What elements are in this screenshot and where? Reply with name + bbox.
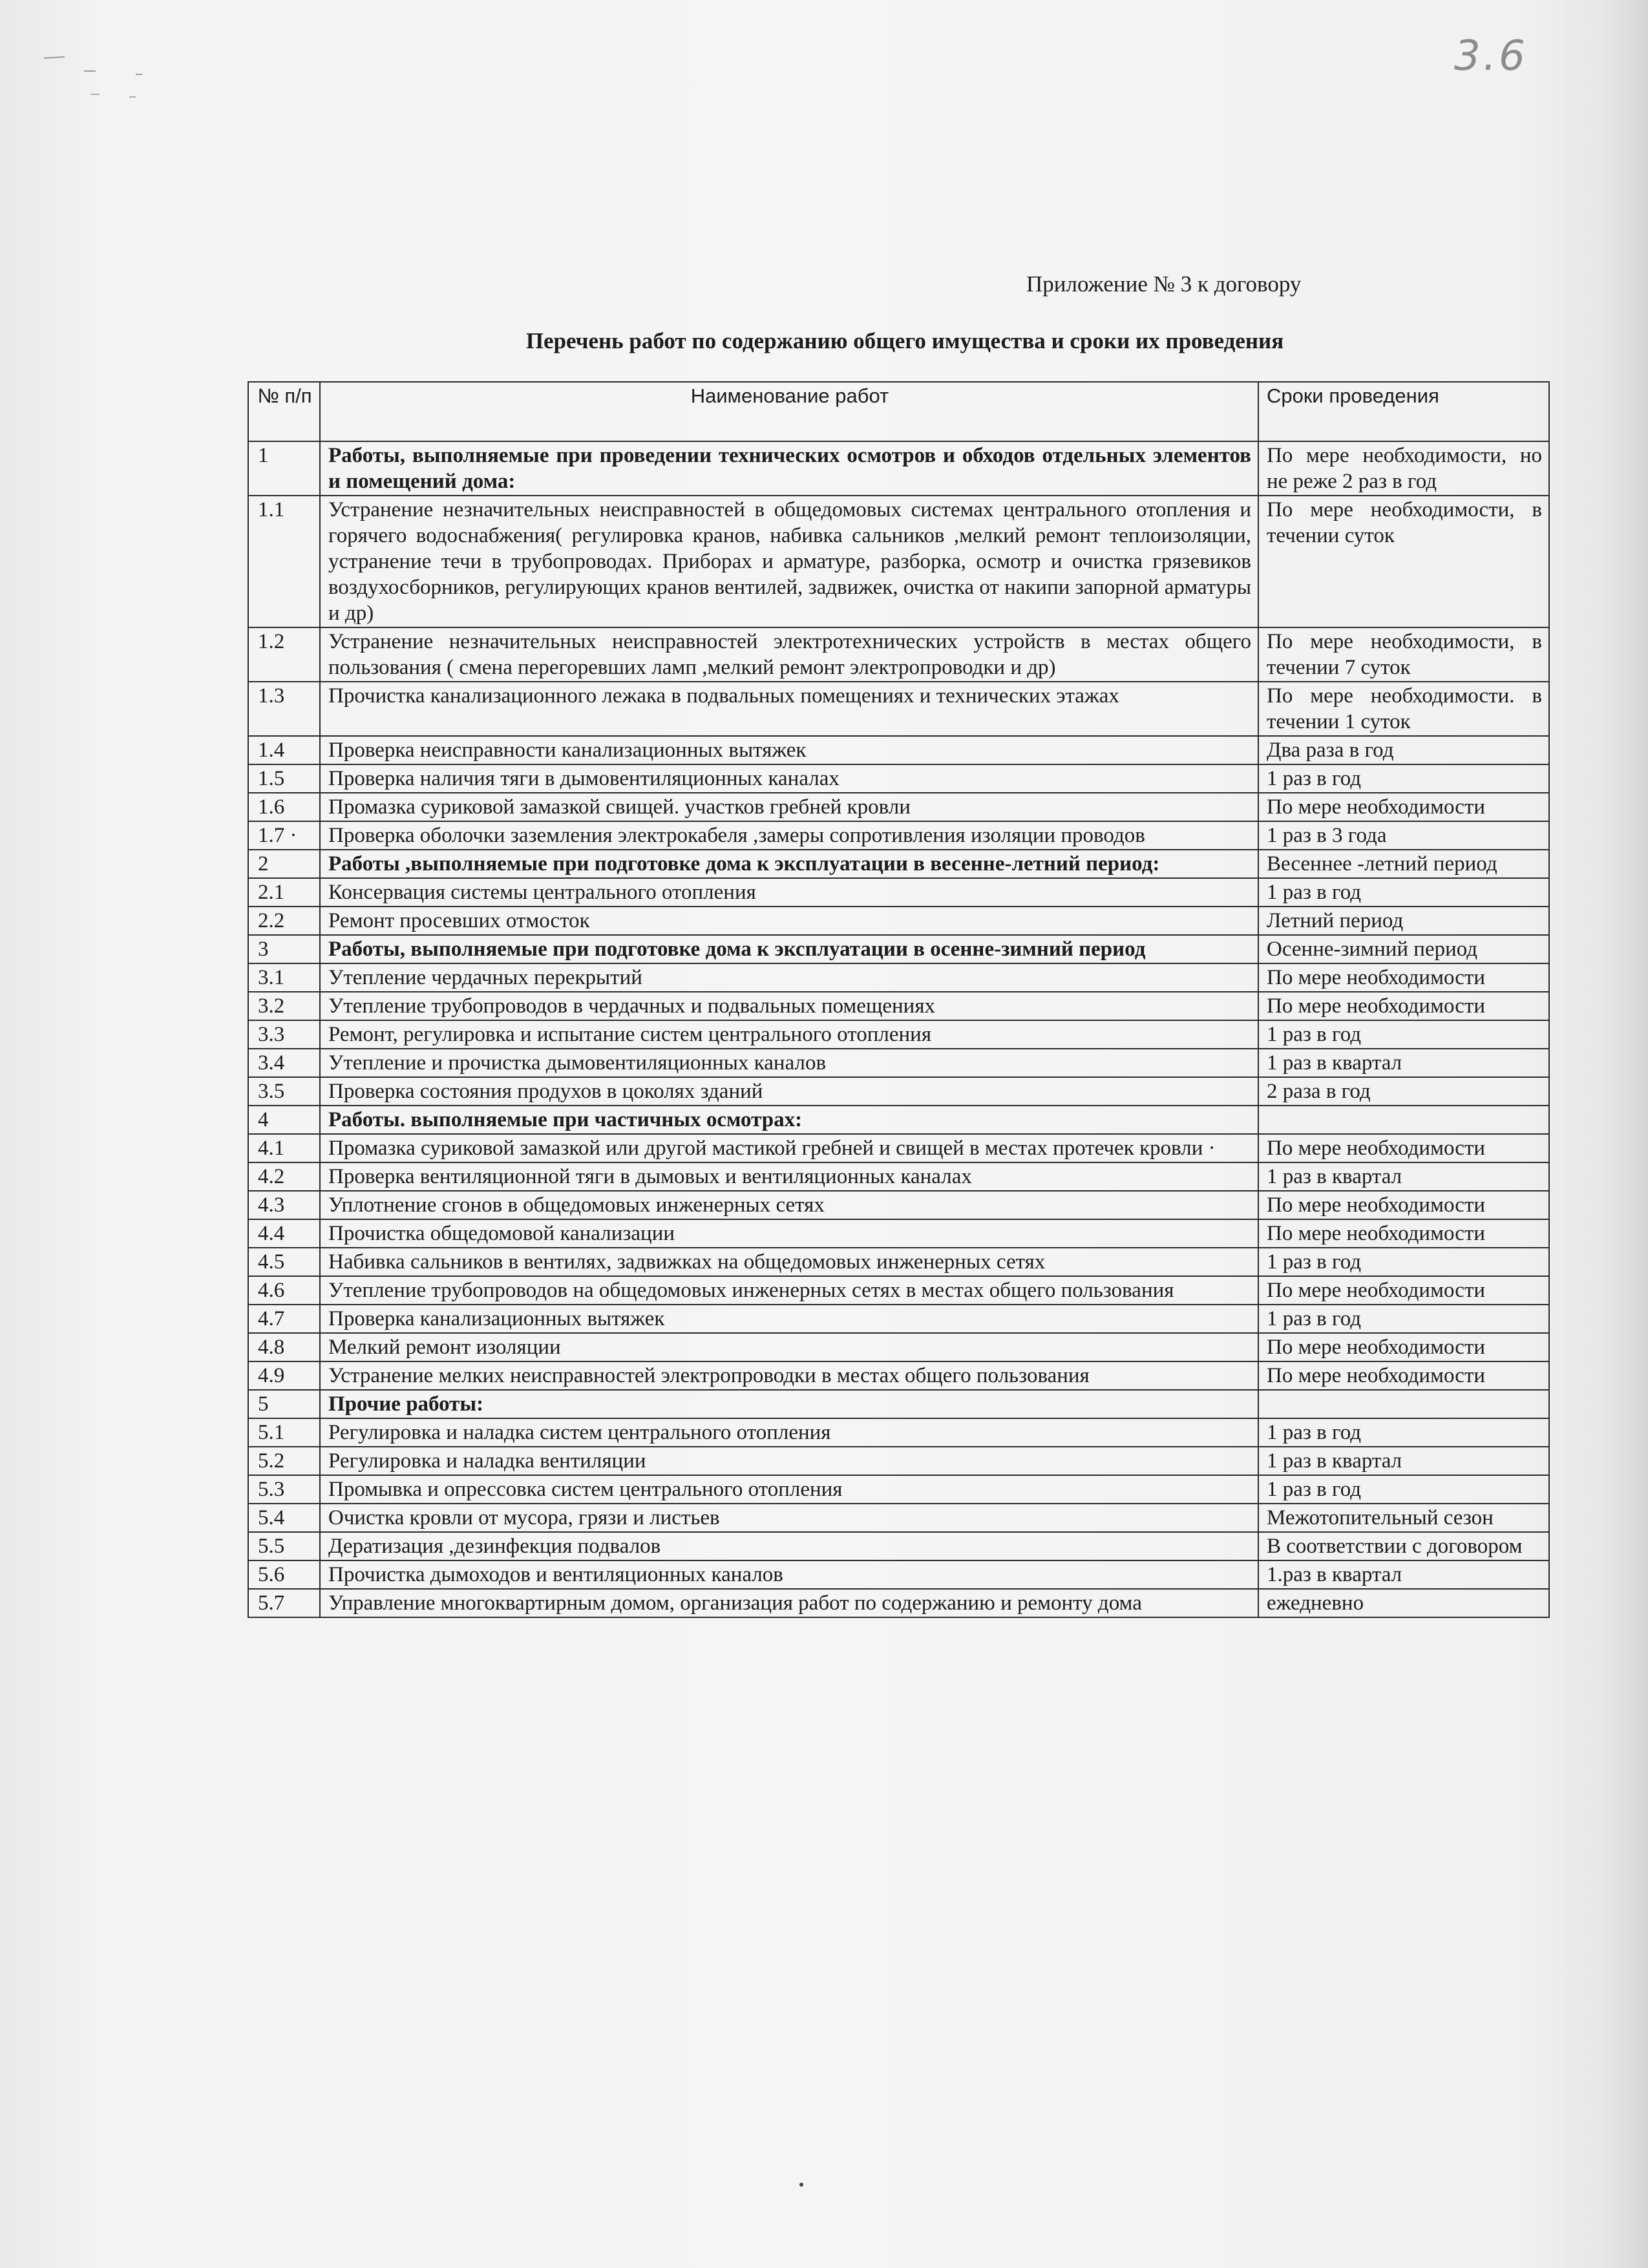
work-name: Проверка канализационных вытяжек [320,1305,1258,1333]
row-number: 4.1 [248,1134,320,1162]
work-name: Утепление и прочистка дымовентиляционных каналов [320,1049,1258,1077]
table-row [248,1305,1549,1333]
table-row [248,963,1549,992]
work-term [1258,1106,1549,1134]
work-term: По мере необходимости, но не реже 2 раз в год [1258,441,1549,496]
table-row [248,1134,1549,1162]
work-name: Прочистка общедомовой канализации [320,1219,1258,1248]
work-term: Осенне-зимний период [1258,935,1549,963]
header-num: № п/п [248,382,320,441]
work-name: Консервация системы центрального отопления [320,878,1258,907]
work-term: 1 раз в год [1258,764,1549,793]
work-name: Работы ,выполняемые при подготовке дома к эксплуатации в весенне-летний период: [320,850,1258,878]
work-name: Утепление чердачных перекрытий [320,963,1258,992]
table-row [248,627,1549,682]
row-number: 5.7 [248,1589,320,1617]
row-number: 2.2 [248,907,320,935]
table-row [248,1390,1549,1418]
work-name: Утепление трубопроводов на общедомовых инженерных сетях в местах общего пользования [320,1276,1258,1305]
row-number: 2 [248,850,320,878]
document-title: Перечень работ по содержанию общего имущества и сроки их проведения [525,328,1284,353]
row-number: 5.6 [248,1560,320,1589]
table-row [248,1532,1549,1560]
row-number: 3.5 [248,1077,320,1106]
work-term: По мере необходимости. в течении 1 суток [1258,682,1549,736]
row-number: 5 [248,1390,320,1418]
table-row [248,821,1549,850]
row-number: 1.7 · [248,821,320,850]
works-table [248,381,1550,1618]
work-term: 1 раз в год [1258,1020,1549,1049]
table-row [248,935,1549,963]
work-term: По мере необходимости [1258,1276,1549,1305]
row-number: 2.1 [248,878,320,907]
table-body [248,441,1549,1617]
work-name: Работы, выполняемые при проведении технических осмотров и обходов отдельных элементов и помещений дома: [320,441,1258,496]
work-name: Прочие работы: [320,1390,1258,1418]
table-row [248,1248,1549,1276]
work-name: Проверка неисправности канализационных вытяжек [320,736,1258,764]
table-row [248,992,1549,1020]
table-row [248,764,1549,793]
header-term: Сроки проведения [1258,382,1549,441]
table-row [248,878,1549,907]
work-name: Промазка суриковой замазкой свищей. участков гребней кровли [320,793,1258,821]
work-term: По мере необходимости [1258,1191,1549,1219]
work-term: По мере необходимости [1258,1333,1549,1361]
work-name: Работы, выполняемые при подготовке дома к эксплуатации в осенне-зимний период [320,935,1258,963]
row-number: 4.5 [248,1248,320,1276]
table-row [248,793,1549,821]
work-term: По мере необходимости, в течении 7 суток [1258,627,1549,682]
row-number: 4.9 [248,1361,320,1390]
row-number: 5.5 [248,1532,320,1560]
work-name: Работы. выполняемые при частичных осмотрах: [320,1106,1258,1134]
work-name: Мелкий ремонт изоляции [320,1333,1258,1361]
row-number: 3 [248,935,320,963]
row-number: 5.2 [248,1447,320,1475]
work-name: Ремонт просевших отмосток [320,907,1258,935]
table-row [248,1447,1549,1475]
table-row [248,1219,1549,1248]
work-name: Дератизация ,дезинфекция подвалов [320,1532,1258,1560]
work-name: Устранение незначительных неисправностей в общедомовых системах центрального отопления и горячего водоснабжения( регулировка кранов, набивка сальников ,мелкий ремонт теплоизоляции, устранение течи в трубопроводах. Приборах и арматуре, разборка, осмотр и очистка грязевиков воздухосборников, регулирующих кранов вентилей, задвижек, очистка от накипи запорной арматуры и др) [320,496,1258,627]
row-number: 1.1 [248,496,320,627]
row-number: 3.3 [248,1020,320,1049]
row-number: 5.4 [248,1504,320,1532]
work-term: По мере необходимости, в течении суток [1258,496,1549,627]
table-row [248,1475,1549,1504]
row-number: 1.5 [248,764,320,793]
work-name: Ремонт, регулировка и испытание систем центрального отопления [320,1020,1258,1049]
row-number: 5.3 [248,1475,320,1504]
table-row [248,1020,1549,1049]
work-name: Уплотнение сгонов в общедомовых инженерных сетях [320,1191,1258,1219]
work-term: 1 раз в год [1258,1305,1549,1333]
work-term: По мере необходимости [1258,963,1549,992]
work-term: Два раза в год [1258,736,1549,764]
row-number: 1.4 [248,736,320,764]
row-number: 3.1 [248,963,320,992]
scan-edge-shadow [1603,0,1648,2268]
work-name: Утепление трубопроводов в чердачных и подвальных помещениях [320,992,1258,1020]
work-name: Устранение мелких неисправностей электропроводки в местах общего пользования [320,1361,1258,1390]
work-term: Межотопительный сезон [1258,1504,1549,1532]
table-row [248,1276,1549,1305]
work-term: Весеннее -летний период [1258,850,1549,878]
table-row [248,1361,1549,1390]
table-row [248,1049,1549,1077]
work-name: Промывка и опрессовка систем центрального отопления [320,1475,1258,1504]
work-term: 1 раз в квартал [1258,1447,1549,1475]
work-name: Проверка наличия тяги в дымовентиляционных каналах [320,764,1258,793]
work-term: 1 раз в год [1258,1475,1549,1504]
work-term: По мере необходимости [1258,1134,1549,1162]
row-number: 4.2 [248,1162,320,1191]
table-row [248,850,1549,878]
table-row [248,1106,1549,1134]
work-term [1258,1390,1549,1418]
work-name: Прочистка канализационного лежака в подвальных помещениях и технических этажах [320,682,1258,736]
work-name: Проверка вентиляционной тяги в дымовых и вентиляционных каналах [320,1162,1258,1191]
row-number: 1 [248,441,320,496]
work-term: 2 раза в год [1258,1077,1549,1106]
row-number: 1.3 [248,682,320,736]
row-number: 4.7 [248,1305,320,1333]
row-number: 3.2 [248,992,320,1020]
row-number: 1.2 [248,627,320,682]
work-term: 1 раз в квартал [1258,1162,1549,1191]
table-row [248,1333,1549,1361]
annex-caption: Приложение № 3 к договору [1026,271,1302,297]
work-term: По мере необходимости [1258,1361,1549,1390]
work-term: 1 раз в квартал [1258,1049,1549,1077]
work-term: Летний период [1258,907,1549,935]
row-number: 4.4 [248,1219,320,1248]
work-term: 1.раз в квартал [1258,1560,1549,1589]
work-name: Проверка оболочки заземления электрокабеля ,замеры сопротивления изоляции проводов [320,821,1258,850]
row-number: 4.8 [248,1333,320,1361]
table-row [248,1560,1549,1589]
work-name: Устранение незначительных неисправностей электротехнических устройств в местах общего пользования ( смена перегоревших ламп ,мелкий ремонт электропроводки и др) [320,627,1258,682]
work-name: Очистка кровли от мусора, грязи и листьев [320,1504,1258,1532]
row-number: 3.4 [248,1049,320,1077]
row-number: 5.1 [248,1418,320,1447]
work-term: По мере необходимости [1258,992,1549,1020]
work-term: 1 раз в год [1258,878,1549,907]
scan-specks [39,45,168,103]
work-name: Регулировка и наладка вентиляции [320,1447,1258,1475]
table-row [248,1162,1549,1191]
row-number: 4.3 [248,1191,320,1219]
table-row [248,1504,1549,1532]
table-row [248,907,1549,935]
work-term: 1 раз в год [1258,1418,1549,1447]
work-name: Проверка состояния продухов в цоколях зданий [320,1077,1258,1106]
table-row [248,1077,1549,1106]
header-name: Наименование работ [320,382,1258,441]
row-number: 4 [248,1106,320,1134]
table-row [248,736,1549,764]
scan-dot [799,2183,803,2187]
table-row [248,496,1549,627]
work-term: ежедневно [1258,1589,1549,1617]
work-name: Регулировка и наладка систем центрального отопления [320,1418,1258,1447]
work-term: В соответствии с договором [1258,1532,1549,1560]
work-term: По мере необходимости [1258,793,1549,821]
work-term: По мере необходимости [1258,1219,1549,1248]
work-name: Промазка суриковой замазкой или другой мастикой гребней и свищей в местах протечек кровли · [320,1134,1258,1162]
table-header-row [248,382,1549,441]
work-term: 1 раз в год [1258,1248,1549,1276]
table-row [248,1589,1549,1617]
work-term: 1 раз в 3 года [1258,821,1549,850]
row-number: 1.6 [248,793,320,821]
table-row [248,1418,1549,1447]
table-row [248,1191,1549,1219]
handwritten-page-mark: 3.6 [1454,32,1528,80]
work-name: Набивка сальников в вентилях, задвижках на общедомовых инженерных сетях [320,1248,1258,1276]
table-row [248,682,1549,736]
work-name: Прочистка дымоходов и вентиляционных каналов [320,1560,1258,1589]
table-row [248,441,1549,496]
work-name: Управление многоквартирным домом, организация работ по содержанию и ремонту дома [320,1589,1258,1617]
row-number: 4.6 [248,1276,320,1305]
